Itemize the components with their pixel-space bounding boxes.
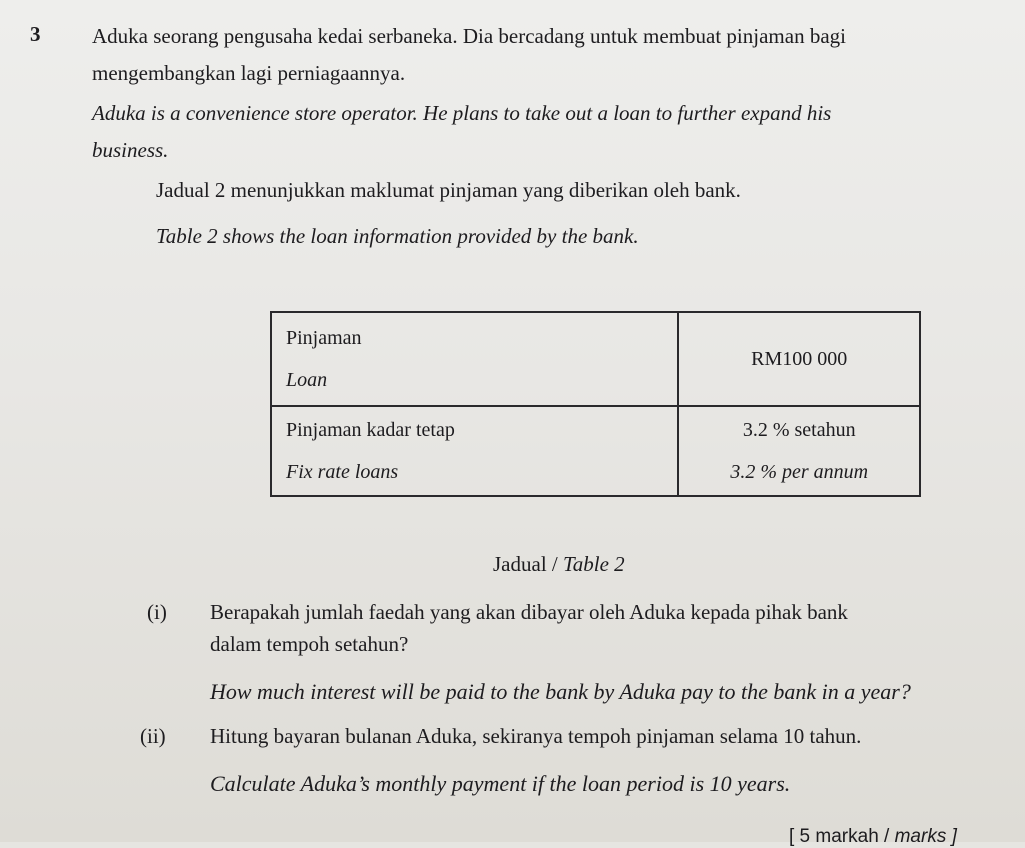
sub-question-i-malay-line-2: dalam tempoh setahun? <box>210 632 409 656</box>
rate-value-cell <box>678 406 920 496</box>
loan-label-english: Loan <box>286 369 328 391</box>
sub-question-ii-english: Calculate Aduka’s monthly payment if the loan period is 10 years. <box>210 771 791 796</box>
table-row-loan <box>271 312 920 406</box>
intro-malay-line-1: Aduka seorang pengusaha kedai serbaneka. Dia bercadang untuk membuat pinjaman bagi <box>92 24 846 48</box>
marks-allocation <box>789 826 957 848</box>
rate-label-malay: Pinjaman kadar tetap <box>286 419 455 441</box>
loan-amount: RM100 000 <box>751 347 848 370</box>
loan-value-cell <box>678 312 920 406</box>
intro-english-line-2: business. <box>92 138 169 162</box>
loan-label-malay: Pinjaman <box>286 327 362 349</box>
rate-label-cell <box>271 406 678 496</box>
intro-english-line-1: Aduka is a convenience store operator. He plans to take out a loan to further expand his <box>92 101 832 125</box>
rate-value-english: 3.2 % per annum <box>730 461 869 483</box>
table-reference-english: Table 2 shows the loan information provided by the bank. <box>156 224 639 248</box>
table-caption-english: Table 2 <box>562 552 625 576</box>
table-caption-malay: Jadual / <box>493 552 563 576</box>
table-reference-malay: Jadual 2 menunjukkan maklumat pinjaman yang diberikan oleh bank. <box>156 178 741 202</box>
rate-label-english: Fix rate loans <box>286 461 399 483</box>
sub-question-ii-label: (ii) <box>140 724 166 748</box>
table-row-rate <box>271 406 920 496</box>
table-caption <box>493 552 625 577</box>
marks-malay: [ 5 markah / <box>789 826 895 847</box>
rate-value-malay: 3.2 % setahun <box>742 419 856 441</box>
sub-question-i-english: How much interest will be paid to the bank by Aduka pay to the bank in a year? <box>210 679 911 704</box>
intro-malay-line-2: mengembangkan lagi perniagaannya. <box>92 61 406 85</box>
question-number: 3 <box>30 22 41 46</box>
sub-question-i-label: (i) <box>147 600 167 624</box>
sub-question-i-malay-line-1: Berapakah jumlah faedah yang akan dibayar oleh Aduka kepada pihak bank <box>210 600 848 624</box>
loan-info-table <box>270 311 921 497</box>
marks-english: marks ] <box>894 826 957 847</box>
sub-question-ii-malay: Hitung bayaran bulanan Aduka, sekiranya tempoh pinjaman selama 10 tahun. <box>210 724 862 748</box>
loan-label-cell <box>271 312 678 406</box>
